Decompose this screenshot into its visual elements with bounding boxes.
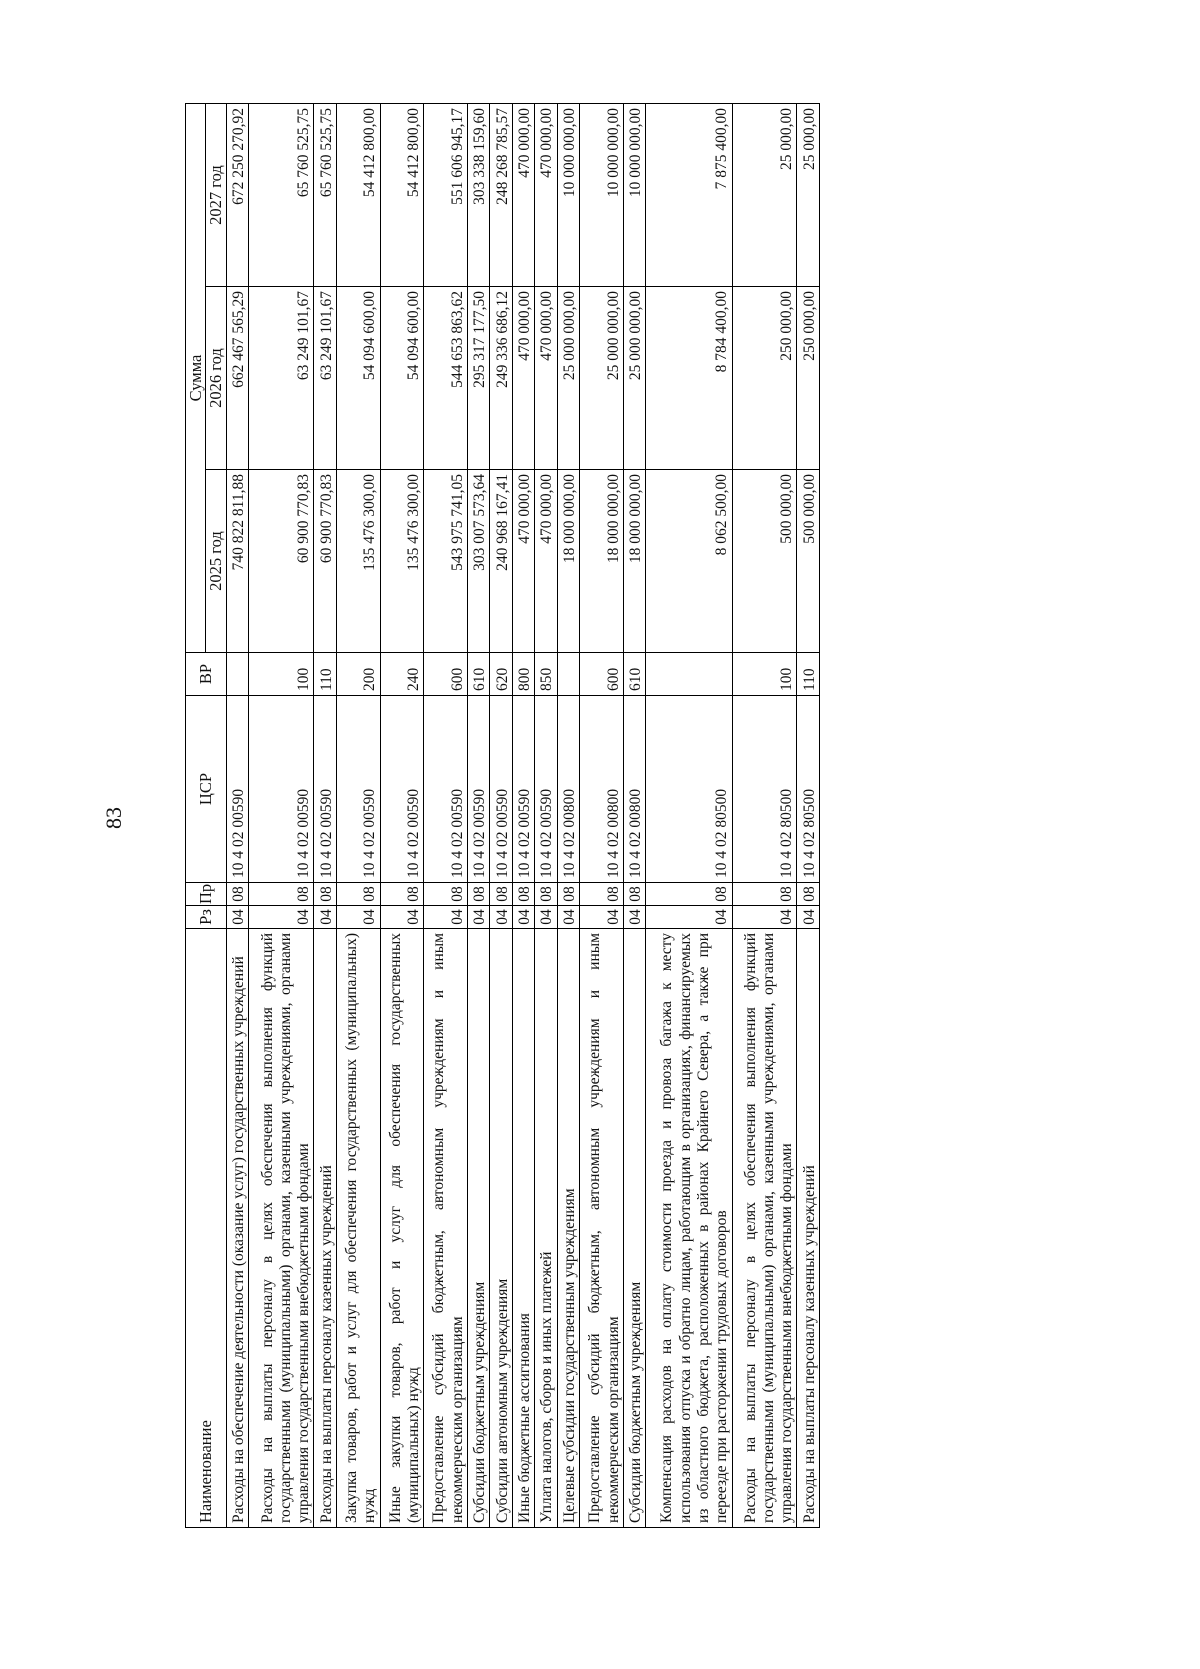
table-row — [623, 104, 645, 1528]
cell-vr: 100 — [732, 653, 797, 696]
cell-rz: 04 — [580, 906, 624, 929]
table-row — [314, 104, 336, 1528]
page-number: 83 — [101, 807, 126, 829]
cell-sum-2025: 60 900 770,83 — [249, 470, 314, 653]
cell-sum-2026: 662 467 565,29 — [226, 287, 248, 470]
cell-csr: 10 4 02 00590 — [249, 696, 314, 883]
cell-sum-2027: 10 000 000,00 — [623, 104, 645, 287]
cell-rz: 04 — [424, 906, 468, 929]
cell-sum-2027: 10 000 000,00 — [557, 104, 579, 287]
cell-pr: 08 — [535, 883, 557, 906]
cell-sum-2026: 544 653 863,62 — [424, 287, 468, 470]
cell-sum-2027: 25 000,00 — [797, 104, 820, 287]
cell-csr: 10 4 02 00590 — [535, 696, 557, 883]
cell-vr: 110 — [314, 653, 336, 696]
cell-sum-2025: 135 476 300,00 — [336, 470, 380, 653]
cell-pr: 08 — [732, 883, 797, 906]
cell-vr: 240 — [380, 653, 424, 696]
table-header — [186, 104, 227, 1528]
cell-sum-2026: 249 336 686,12 — [490, 287, 512, 470]
cell-sum-2027: 470 000,00 — [535, 104, 557, 287]
cell-name: Закупка товаров, работ и услуг для обеспечения государственных (муниципальных) нужд — [336, 929, 380, 1528]
cell-rz: 04 — [732, 906, 797, 929]
table-row — [646, 104, 732, 1528]
cell-sum-2027: 65 760 525,75 — [314, 104, 336, 287]
cell-vr: 600 — [424, 653, 468, 696]
cell-csr: 10 4 02 00590 — [490, 696, 512, 883]
cell-sum-2026: 8 784 400,00 — [646, 287, 732, 470]
cell-rz: 04 — [623, 906, 645, 929]
cell-rz: 04 — [557, 906, 579, 929]
cell-sum-2026: 470 000,00 — [535, 287, 557, 470]
cell-rz: 04 — [336, 906, 380, 929]
header-year-2027: 2027 год — [206, 104, 226, 287]
cell-sum-2027: 303 338 159,60 — [467, 104, 489, 287]
cell-pr: 08 — [467, 883, 489, 906]
cell-name: Расходы на выплаты персоналу в целях обеспечения выполнения функций государственными (муниципальными) органами, казенными учреждениями, органами управления государственными внебюджетными фондами — [249, 929, 314, 1528]
cell-vr: 610 — [623, 653, 645, 696]
cell-sum-2025: 60 900 770,83 — [314, 470, 336, 653]
cell-csr: 10 4 02 80500 — [646, 696, 732, 883]
table-row — [380, 104, 424, 1528]
cell-pr: 08 — [249, 883, 314, 906]
cell-sum-2026: 54 094 600,00 — [336, 287, 380, 470]
cell-rz: 04 — [797, 906, 820, 929]
cell-csr: 10 4 02 00590 — [512, 696, 534, 883]
cell-sum-2027: 54 412 800,00 — [336, 104, 380, 287]
header-csr: ЦСР — [186, 696, 227, 883]
cell-sum-2027: 672 250 270,92 — [226, 104, 248, 287]
cell-sum-2026: 63 249 101,67 — [314, 287, 336, 470]
table-row — [226, 104, 248, 1528]
cell-csr: 10 4 02 00590 — [314, 696, 336, 883]
cell-pr: 08 — [226, 883, 248, 906]
table-row — [557, 104, 579, 1528]
cell-pr: 08 — [336, 883, 380, 906]
cell-rz: 04 — [512, 906, 534, 929]
cell-sum-2025: 740 822 811,88 — [226, 470, 248, 653]
cell-vr: 850 — [535, 653, 557, 696]
table-row — [535, 104, 557, 1528]
header-pr: Пр — [186, 883, 227, 906]
cell-name: Иные закупки товаров, работ и услуг для обеспечения государственных (муниципальных) нужд — [380, 929, 424, 1528]
cell-sum-2027: 25 000,00 — [732, 104, 797, 287]
cell-sum-2026: 54 094 600,00 — [380, 287, 424, 470]
header-name: Наименование — [186, 929, 227, 1528]
header-vr: ВР — [186, 653, 227, 696]
cell-vr: 200 — [336, 653, 380, 696]
cell-sum-2026: 63 249 101,67 — [249, 287, 314, 470]
cell-name: Предоставление субсидий бюджетным, автономным учреждениям и иным некоммерческим организациям — [424, 929, 468, 1528]
cell-sum-2025: 135 476 300,00 — [380, 470, 424, 653]
cell-sum-2027: 65 760 525,75 — [249, 104, 314, 287]
table-row — [336, 104, 380, 1528]
cell-sum-2027: 54 412 800,00 — [380, 104, 424, 287]
table-row — [467, 104, 489, 1528]
table-row — [512, 104, 534, 1528]
cell-name: Расходы на выплаты персоналу казенных учреждений — [314, 929, 336, 1528]
cell-rz: 04 — [226, 906, 248, 929]
cell-pr: 08 — [380, 883, 424, 906]
cell-name: Целевые субсидии государственным учреждениям — [557, 929, 579, 1528]
cell-sum-2025: 470 000,00 — [535, 470, 557, 653]
cell-rz: 04 — [467, 906, 489, 929]
table-row — [580, 104, 624, 1528]
cell-sum-2025: 240 968 167,41 — [490, 470, 512, 653]
cell-csr: 10 4 02 80500 — [732, 696, 797, 883]
header-rz: Рз — [186, 906, 227, 929]
cell-vr — [226, 653, 248, 696]
cell-pr: 08 — [424, 883, 468, 906]
cell-pr: 08 — [646, 883, 732, 906]
cell-sum-2025: 543 975 741,05 — [424, 470, 468, 653]
table-row — [249, 104, 314, 1528]
cell-sum-2026: 25 000 000,00 — [580, 287, 624, 470]
cell-vr: 100 — [249, 653, 314, 696]
cell-rz: 04 — [249, 906, 314, 929]
cell-sum-2025: 303 007 573,64 — [467, 470, 489, 653]
table-row — [732, 104, 797, 1528]
cell-pr: 08 — [580, 883, 624, 906]
cell-sum-2027: 551 606 945,17 — [424, 104, 468, 287]
cell-vr — [646, 653, 732, 696]
cell-name: Компенсация расходов на оплату стоимости проезда и провоза багажа к месту использования отпуска и обратно лицам, работающим в организациях, финансируемых из областного бюджета, расположенных в районах Крайнего Севера, а также при переезде при расторжении трудовых договоров — [646, 929, 732, 1528]
cell-rz: 04 — [646, 906, 732, 929]
cell-name: Расходы на выплаты персоналу казенных учреждений — [797, 929, 820, 1528]
cell-name: Расходы на обеспечение деятельности (оказание услуг) государственных учреждений — [226, 929, 248, 1528]
cell-name: Иные бюджетные ассигнования — [512, 929, 534, 1528]
cell-rz: 04 — [314, 906, 336, 929]
cell-rz: 04 — [490, 906, 512, 929]
cell-sum-2025: 500 000,00 — [732, 470, 797, 653]
cell-csr: 10 4 02 00590 — [424, 696, 468, 883]
cell-sum-2025: 18 000 000,00 — [557, 470, 579, 653]
table-row — [424, 104, 468, 1528]
cell-vr: 610 — [467, 653, 489, 696]
cell-vr: 110 — [797, 653, 820, 696]
cell-name: Субсидии бюджетным учреждениям — [623, 929, 645, 1528]
cell-pr: 08 — [623, 883, 645, 906]
cell-rz: 04 — [535, 906, 557, 929]
cell-sum-2025: 500 000,00 — [797, 470, 820, 653]
cell-csr: 10 4 02 00800 — [580, 696, 624, 883]
cell-sum-2027: 10 000 000,00 — [580, 104, 624, 287]
cell-name: Субсидии бюджетным учреждениям — [467, 929, 489, 1528]
cell-sum-2026: 25 000 000,00 — [623, 287, 645, 470]
cell-pr: 08 — [314, 883, 336, 906]
cell-sum-2025: 470 000,00 — [512, 470, 534, 653]
cell-sum-2027: 7 875 400,00 — [646, 104, 732, 287]
cell-csr: 10 4 02 00590 — [380, 696, 424, 883]
cell-pr: 08 — [512, 883, 534, 906]
header-year-2025: 2025 год — [206, 470, 226, 653]
cell-vr: 800 — [512, 653, 534, 696]
table-row — [797, 104, 820, 1528]
cell-sum-2026: 470 000,00 — [512, 287, 534, 470]
budget-table — [185, 103, 820, 1528]
cell-csr: 10 4 02 00590 — [467, 696, 489, 883]
cell-vr: 600 — [580, 653, 624, 696]
cell-sum-2026: 295 317 177,50 — [467, 287, 489, 470]
cell-vr — [557, 653, 579, 696]
cell-sum-2026: 250 000,00 — [732, 287, 797, 470]
cell-name: Уплата налогов, сборов и иных платежей — [535, 929, 557, 1528]
header-year-2026: 2026 год — [206, 287, 226, 470]
cell-rz: 04 — [380, 906, 424, 929]
cell-name: Субсидии автономным учреждениям — [490, 929, 512, 1528]
cell-csr: 10 4 02 00590 — [336, 696, 380, 883]
table-rotation-wrapper — [185, 103, 820, 1528]
cell-csr: 10 4 02 80500 — [797, 696, 820, 883]
cell-pr: 08 — [797, 883, 820, 906]
cell-csr: 10 4 02 00590 — [226, 696, 248, 883]
header-sum: Сумма — [186, 104, 206, 653]
table-body — [226, 104, 819, 1528]
cell-sum-2027: 248 268 785,57 — [490, 104, 512, 287]
cell-sum-2025: 8 062 500,00 — [646, 470, 732, 653]
cell-sum-2027: 470 000,00 — [512, 104, 534, 287]
table-row — [490, 104, 512, 1528]
cell-sum-2026: 250 000,00 — [797, 287, 820, 470]
cell-pr: 08 — [490, 883, 512, 906]
cell-csr: 10 4 02 00800 — [623, 696, 645, 883]
cell-name: Предоставление субсидий бюджетным, автономным учреждениям и иным некоммерческим организациям — [580, 929, 624, 1528]
cell-name: Расходы на выплаты персоналу в целях обеспечения выполнения функций государственными (муниципальными) органами, казенными учреждениями, органами управления государственными внебюджетными фондами — [732, 929, 797, 1528]
cell-sum-2025: 18 000 000,00 — [623, 470, 645, 653]
cell-sum-2026: 25 000 000,00 — [557, 287, 579, 470]
cell-csr: 10 4 02 00800 — [557, 696, 579, 883]
cell-pr: 08 — [557, 883, 579, 906]
cell-vr: 620 — [490, 653, 512, 696]
cell-sum-2025: 18 000 000,00 — [580, 470, 624, 653]
